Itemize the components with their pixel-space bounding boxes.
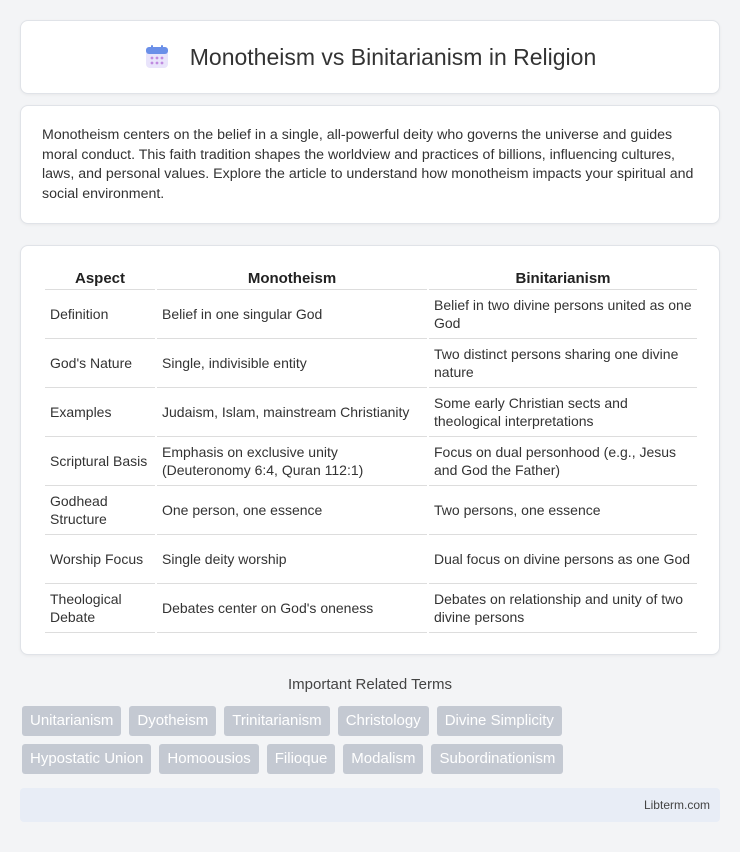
cell-binitarianism: Some early Christian sects and theological interpretations xyxy=(429,388,697,437)
related-term-tag[interactable]: Christology xyxy=(338,706,429,736)
cell-aspect: God's Nature xyxy=(45,339,155,388)
related-terms-row xyxy=(22,744,722,774)
related-terms-title: Important Related Terms xyxy=(288,676,452,693)
column-header-binitarianism: Binitarianism xyxy=(429,264,697,290)
related-term-tag[interactable]: Modalism xyxy=(343,744,423,774)
related-term-tag[interactable]: Unitarianism xyxy=(22,706,121,736)
page-title: Monotheism vs Binitarianism in Religion xyxy=(189,43,597,70)
related-terms-row xyxy=(22,706,722,736)
cell-aspect: Examples xyxy=(45,388,155,437)
footer-site-link[interactable]: Libterm.com xyxy=(643,798,710,812)
cell-binitarianism: Debates on relationship and unity of two divine persons xyxy=(429,584,697,633)
related-term-tag[interactable]: Dyotheism xyxy=(129,706,216,736)
related-term-tag[interactable]: Subordinationism xyxy=(431,744,563,774)
table-row xyxy=(45,584,697,633)
header-card xyxy=(20,20,720,94)
table-row xyxy=(45,339,697,388)
cell-aspect: Godhead Structure xyxy=(45,486,155,535)
cell-monotheism: Single deity worship xyxy=(157,535,427,584)
cell-monotheism: One person, one essence xyxy=(157,486,427,535)
related-term-tag[interactable]: Trinitarianism xyxy=(224,706,329,736)
cell-aspect: Definition xyxy=(45,290,155,339)
cell-monotheism: Belief in one singular God xyxy=(157,290,427,339)
cell-aspect: Worship Focus xyxy=(45,535,155,584)
cell-aspect: Scriptural Basis xyxy=(45,437,155,486)
cell-aspect: Theological Debate xyxy=(45,584,155,633)
cell-binitarianism: Two distinct persons sharing one divine nature xyxy=(429,339,697,388)
related-term-tag[interactable]: Filioque xyxy=(267,744,336,774)
intro-text: Monotheism centers on the belief in a single, all-powerful deity who governs the universe and guides moral conduct. This faith tradition shapes the worldview and practices of billions, influencing cultures, laws, and personal values. Explore the article to understand how monotheism impacts your spiritual and social environment. xyxy=(42,127,694,202)
table-row xyxy=(45,535,697,584)
related-term-tag[interactable]: Hypostatic Union xyxy=(22,744,151,774)
cell-monotheism: Judaism, Islam, mainstream Christianity xyxy=(157,388,427,437)
table-row xyxy=(45,486,697,535)
cell-monotheism: Emphasis on exclusive unity (Deuteronomy 6:4, Quran 112:1) xyxy=(157,437,427,486)
table-row xyxy=(45,388,697,437)
cell-binitarianism: Two persons, one essence xyxy=(429,486,697,535)
calendar-icon xyxy=(144,44,170,70)
table-row xyxy=(45,437,697,486)
cell-binitarianism: Dual focus on divine persons as one God xyxy=(429,535,697,584)
related-term-tag[interactable]: Homoousios xyxy=(159,744,258,774)
column-header-monotheism: Monotheism xyxy=(157,264,427,290)
footer xyxy=(20,788,720,822)
comparison-table xyxy=(43,264,699,633)
table-row xyxy=(45,290,697,339)
column-header-aspect: Aspect xyxy=(45,264,155,290)
cell-monotheism: Debates center on God's oneness xyxy=(157,584,427,633)
comparison-table-card xyxy=(20,245,720,655)
related-term-tag[interactable]: Divine Simplicity xyxy=(437,706,562,736)
cell-binitarianism: Focus on dual personhood (e.g., Jesus and God the Father) xyxy=(429,437,697,486)
table-header-row xyxy=(45,264,697,290)
cell-binitarianism: Belief in two divine persons united as one God xyxy=(429,290,697,339)
related-terms-list xyxy=(22,706,722,782)
cell-monotheism: Single, indivisible entity xyxy=(157,339,427,388)
intro-card xyxy=(20,105,720,224)
